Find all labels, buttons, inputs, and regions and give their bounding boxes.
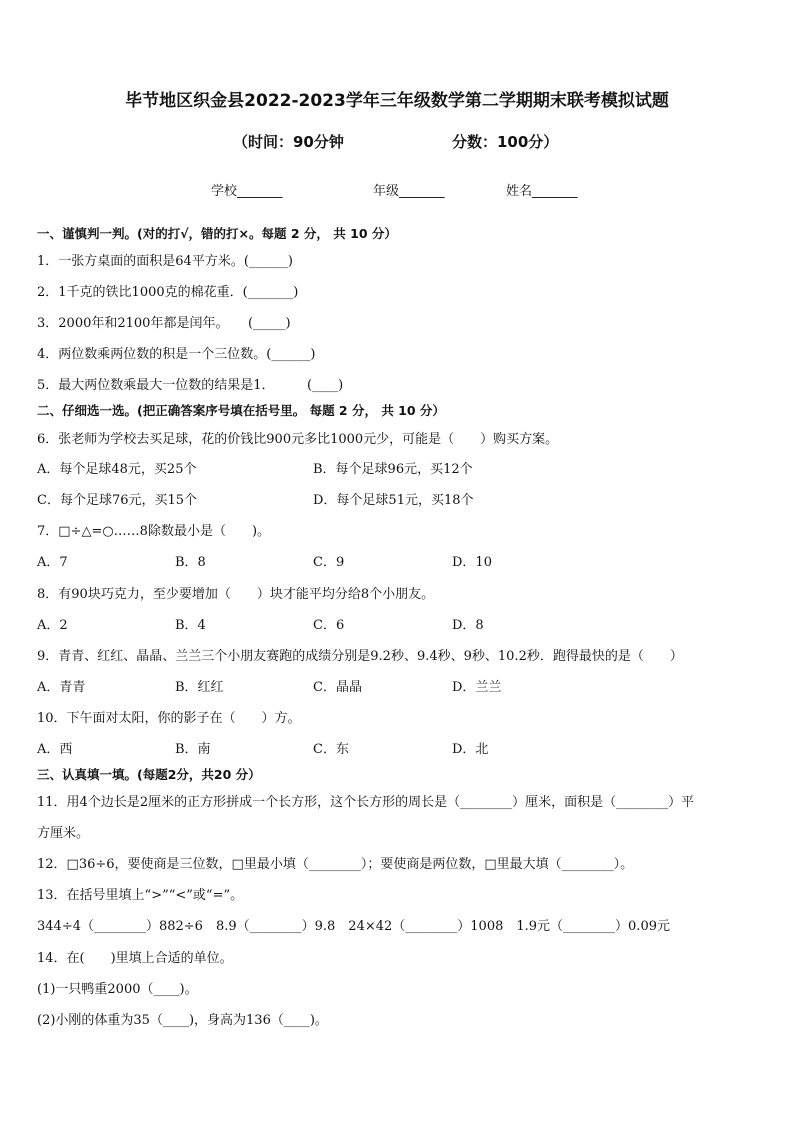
question-14: 14．在( )里填上合适的单位。 <box>37 951 233 966</box>
page-title: 毕节地区织金县2022-2023学年三年级数学第二学期期末联考模拟试题 <box>125 91 669 111</box>
question-7-option-b: B．8 <box>175 555 206 570</box>
question-14-part-1: (1)一只鸭重2000（____)。 <box>37 982 198 997</box>
question-7-option-c: C．9 <box>313 555 345 570</box>
exam-time: （时间：90分钟 <box>233 133 344 151</box>
question-12: 12．□36÷6，要使商是三位数，□里最小填（________）；要使商是两位数，□里最大填（________）。 <box>37 857 634 872</box>
exam-score: 分数：100分） <box>452 133 559 151</box>
question-11: 11．用4个边长是2厘米的正方形拼成一个长方形，这个长方形的周长是（________）厘米，面积是（________）平 <box>37 795 695 810</box>
question-10-option-c: C．东 <box>313 742 349 757</box>
question-7: 7．□÷△=○……8除数最小是（ )。 <box>37 524 271 539</box>
question-9-option-a: A．青青 <box>37 680 86 695</box>
question-8-option-c: C．6 <box>313 618 345 633</box>
name-field: 姓名_______ <box>506 184 578 199</box>
question-13: 13．在括号里填上“>”“<”或“=”。 <box>37 888 244 903</box>
question-1: 1．一张方桌面的面积是64平方米。(______) <box>37 254 293 269</box>
question-11-continued: 方厘米。 <box>37 826 90 841</box>
section-3-heading: 三、认真填一填。(每题2分，共20 分） <box>37 767 261 782</box>
question-8-option-b: B．4 <box>175 618 206 633</box>
question-9-option-b: B．红红 <box>175 680 224 695</box>
question-10-option-a: A．西 <box>37 742 73 757</box>
question-8: 8．有90块巧克力，至少要增加（ ）块才能平均分给8个小朋友。 <box>37 587 435 602</box>
question-6-option-c: C．每个足球76元，买15个 <box>37 493 198 508</box>
question-4: 4．两位数乘两位数的积是一个三位数。(______) <box>37 347 316 362</box>
question-6-option-b: B．每个足球96元，买12个 <box>313 462 473 477</box>
question-7-option-a: A．7 <box>37 555 68 570</box>
question-5: 5．最大两位数乘最大一位数的结果是1． (____) <box>37 378 344 393</box>
section-1-heading: 一、谨慎判一判。(对的打√，错的打×。每题 2 分， 共 10 分） <box>37 226 397 241</box>
question-8-option-d: D．8 <box>452 618 484 633</box>
question-14-part-2: (2)小刚的体重为35（____)，身高为136（____)。 <box>37 1013 328 1028</box>
question-6-option-a: A．每个足球48元，买25个 <box>37 462 197 477</box>
section-2-heading: 二、仔细选一选。(把正确答案序号填在括号里。 每题 2 分， 共 10 分） <box>37 403 445 418</box>
question-10-option-d: D．北 <box>452 742 489 757</box>
grade-field: 年级_______ <box>373 184 445 199</box>
question-6-option-d: D．每个足球51元，买18个 <box>313 493 474 508</box>
question-2: 2．1千克的铁比1000克的棉花重．(_______) <box>37 285 299 300</box>
question-3: 3．2000年和2100年都是闰年。 (_____) <box>37 316 291 331</box>
question-7-option-d: D．10 <box>452 555 492 570</box>
question-9-option-d: D．兰兰 <box>452 680 502 695</box>
question-9: 9．青青、红红、晶晶、兰兰三个小朋友赛跑的成绩分别是9.2秒、9.4秒、9秒、10.2秒．跑得最快的是（ ） <box>37 649 683 664</box>
question-8-option-a: A．2 <box>37 618 68 633</box>
question-9-option-c: C．晶晶 <box>313 680 362 695</box>
school-field: 学校_______ <box>211 184 283 199</box>
question-6: 6．张老师为学校去买足球，花的价钱比900元多比1000元少，可能是（ ）购买方案。 <box>37 432 559 447</box>
question-10-option-b: B．南 <box>175 742 211 757</box>
question-13-items: 344÷4（________）882÷6 8.9（________）9.8 24×42（________）1008 1.9元（________）0.09元 <box>37 919 670 934</box>
question-10: 10．下午面对太阳，你的影子在（ ）方。 <box>37 711 301 726</box>
